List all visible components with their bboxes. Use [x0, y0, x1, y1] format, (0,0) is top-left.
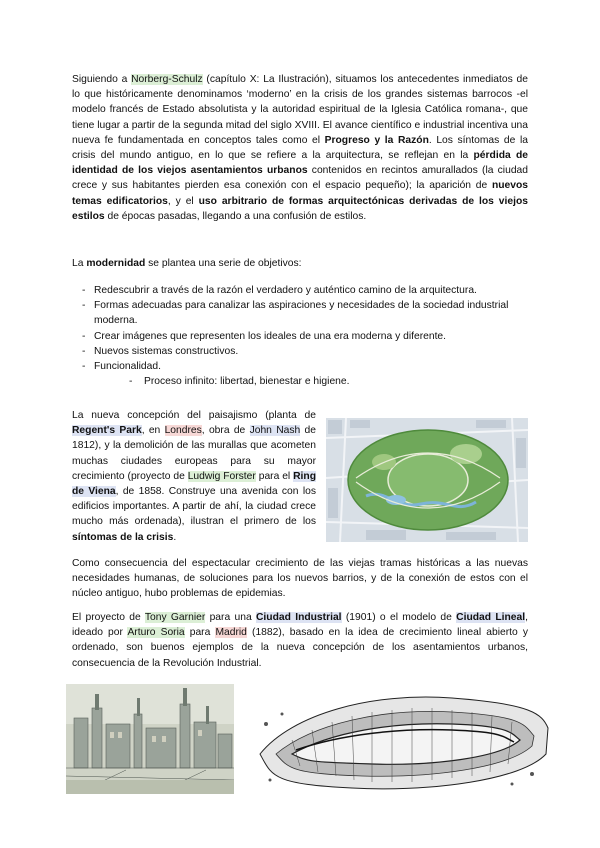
regents-park-map-image: [326, 418, 528, 542]
bold-uso-arbitrario: uso arbitrario de formas arquitectónicas derivadas de los viejos estilos: [72, 195, 528, 222]
paragraph-ciudad-industrial: El proyecto de Tony Garnier para una Ciudad Industrial (1901) o el modelo de Ciudad Lineal, ideado por Arturo Soria para Madrid (1882), basado en la idea de crecimiento lineal abierto y ordenado, son buenos ejemplos de la nueva concepción de los asentamientos urbanos, consecuencia de la Revolución Industrial.: [72, 612, 528, 669]
bold-ring-viena: Ring de Viena: [72, 470, 316, 498]
bold-ciudad-lineal: Ciudad Lineal: [456, 612, 526, 623]
linear-city-graphic: [252, 684, 552, 796]
paragraph-intro: Siguiendo a Norberg-Schulz (capítulo X: La Ilustración), situamos los antecedentes inmediatos de lo que históricamente denominamos ‘moderno’ en la crisis de los grandes sistemas barrocos -el modelo francés de Estado absolutista y la autoridad espiritual de la Iglesia Católica romana-, que tiene lugar a partir de la segunda mitad del siglo XVIII. El avance científico e industrial incentiva una nueva fe fundamentada en conceptos tales como el Progreso y la Razón. Los síntomas de la crisis del mundo antiguo, en lo que se refiere a la arquitectura, se reflejan en la pérdida de identidad de los viejos asentamientos urbanos contenidos en recintos amurallados (la ciudad crece y sus habitantes pierden esa conexión con el espacio pequeño); la aparición de nuevos temas edificatorios, y el uso arbitrario de formas arquitectónicas derivadas de los viejos estilos de épocas pasadas, llegando a una confusión de estilos.: [72, 74, 529, 222]
highlight-ludwig-forster: Ludwig Forster: [187, 470, 256, 482]
bold-regents-park: Regent's Park: [72, 425, 142, 437]
list-item: - Funcionalidad.: [72, 359, 528, 374]
paragraph-modernidad: La modernidad se plantea una serie de objetivos:: [72, 258, 302, 269]
list-item: - Crear imágenes que representen los ideales de una era moderna y diferente.: [72, 329, 528, 344]
list-item: - Nuevos sistemas constructivos.: [72, 344, 528, 359]
bold-progreso: Progreso y la Razón: [324, 134, 429, 146]
bold-sintomas-crisis: síntomas de la crisis: [72, 531, 174, 543]
paragraph-paisajismo: La nueva concepción del paisajismo (planta de Regent's Park, en Londres, obra de John Nash de 1812), y la demolición de las murallas que acometen muchas ciudades europeas para su mayor crecimiento (proyecto de Ludwig Forster para el Ring de Viena, de 1858. Construye una avenida con los edificios importantes. A partir de ahí, la ciudad crece mucho más ordenada), ilustran el primero de los síntomas de la crisis.: [72, 410, 316, 543]
bold-modernidad: modernidad: [86, 258, 146, 269]
objectives-list: [72, 283, 528, 389]
bold-perdida-identidad: pérdida de identidad de los viejos asentamientos urbanos: [72, 150, 528, 177]
highlight-john-nash: John Nash: [249, 425, 301, 437]
industrial-city-graphic: [66, 684, 234, 794]
paragraph-consecuencia: Como consecuencia del espectacular crecimiento de las viejas tramas históricas a las nuevas necesidades humanas, de soluciones para los nuevos barrios, y de la conexión de estos con el núcleo antiguo, hubo problemas de epidemias.: [72, 558, 528, 600]
highlight-londres: Londres: [164, 425, 202, 437]
list-item: - Formas adecuadas para canalizar las aspiraciones y necesidades de la sociedad industrial moderna.: [72, 298, 528, 328]
sub-list-item: - Proceso infinito: libertad, bienestar e higiene.: [72, 374, 528, 389]
highlight-tony-garnier: Tony Garnier: [144, 612, 206, 623]
highlight-madrid: Madrid: [215, 627, 247, 639]
highlight-arturo-soria: Arturo Soria: [127, 627, 185, 639]
map-graphic: [326, 418, 528, 542]
highlight-norberg-schulz: Norberg-Schulz: [131, 74, 203, 85]
bold-nuevos-temas: nuevos temas edificatorios: [72, 180, 528, 207]
ciudad-lineal-plan-illustration: [252, 684, 552, 796]
list-item: - Redescubrir a través de la razón el verdadero y auténtico camino de la arquitectura.: [72, 283, 528, 298]
ciudad-industrial-illustration: [66, 684, 234, 794]
bold-ciudad-industrial: Ciudad Industrial: [256, 612, 342, 623]
